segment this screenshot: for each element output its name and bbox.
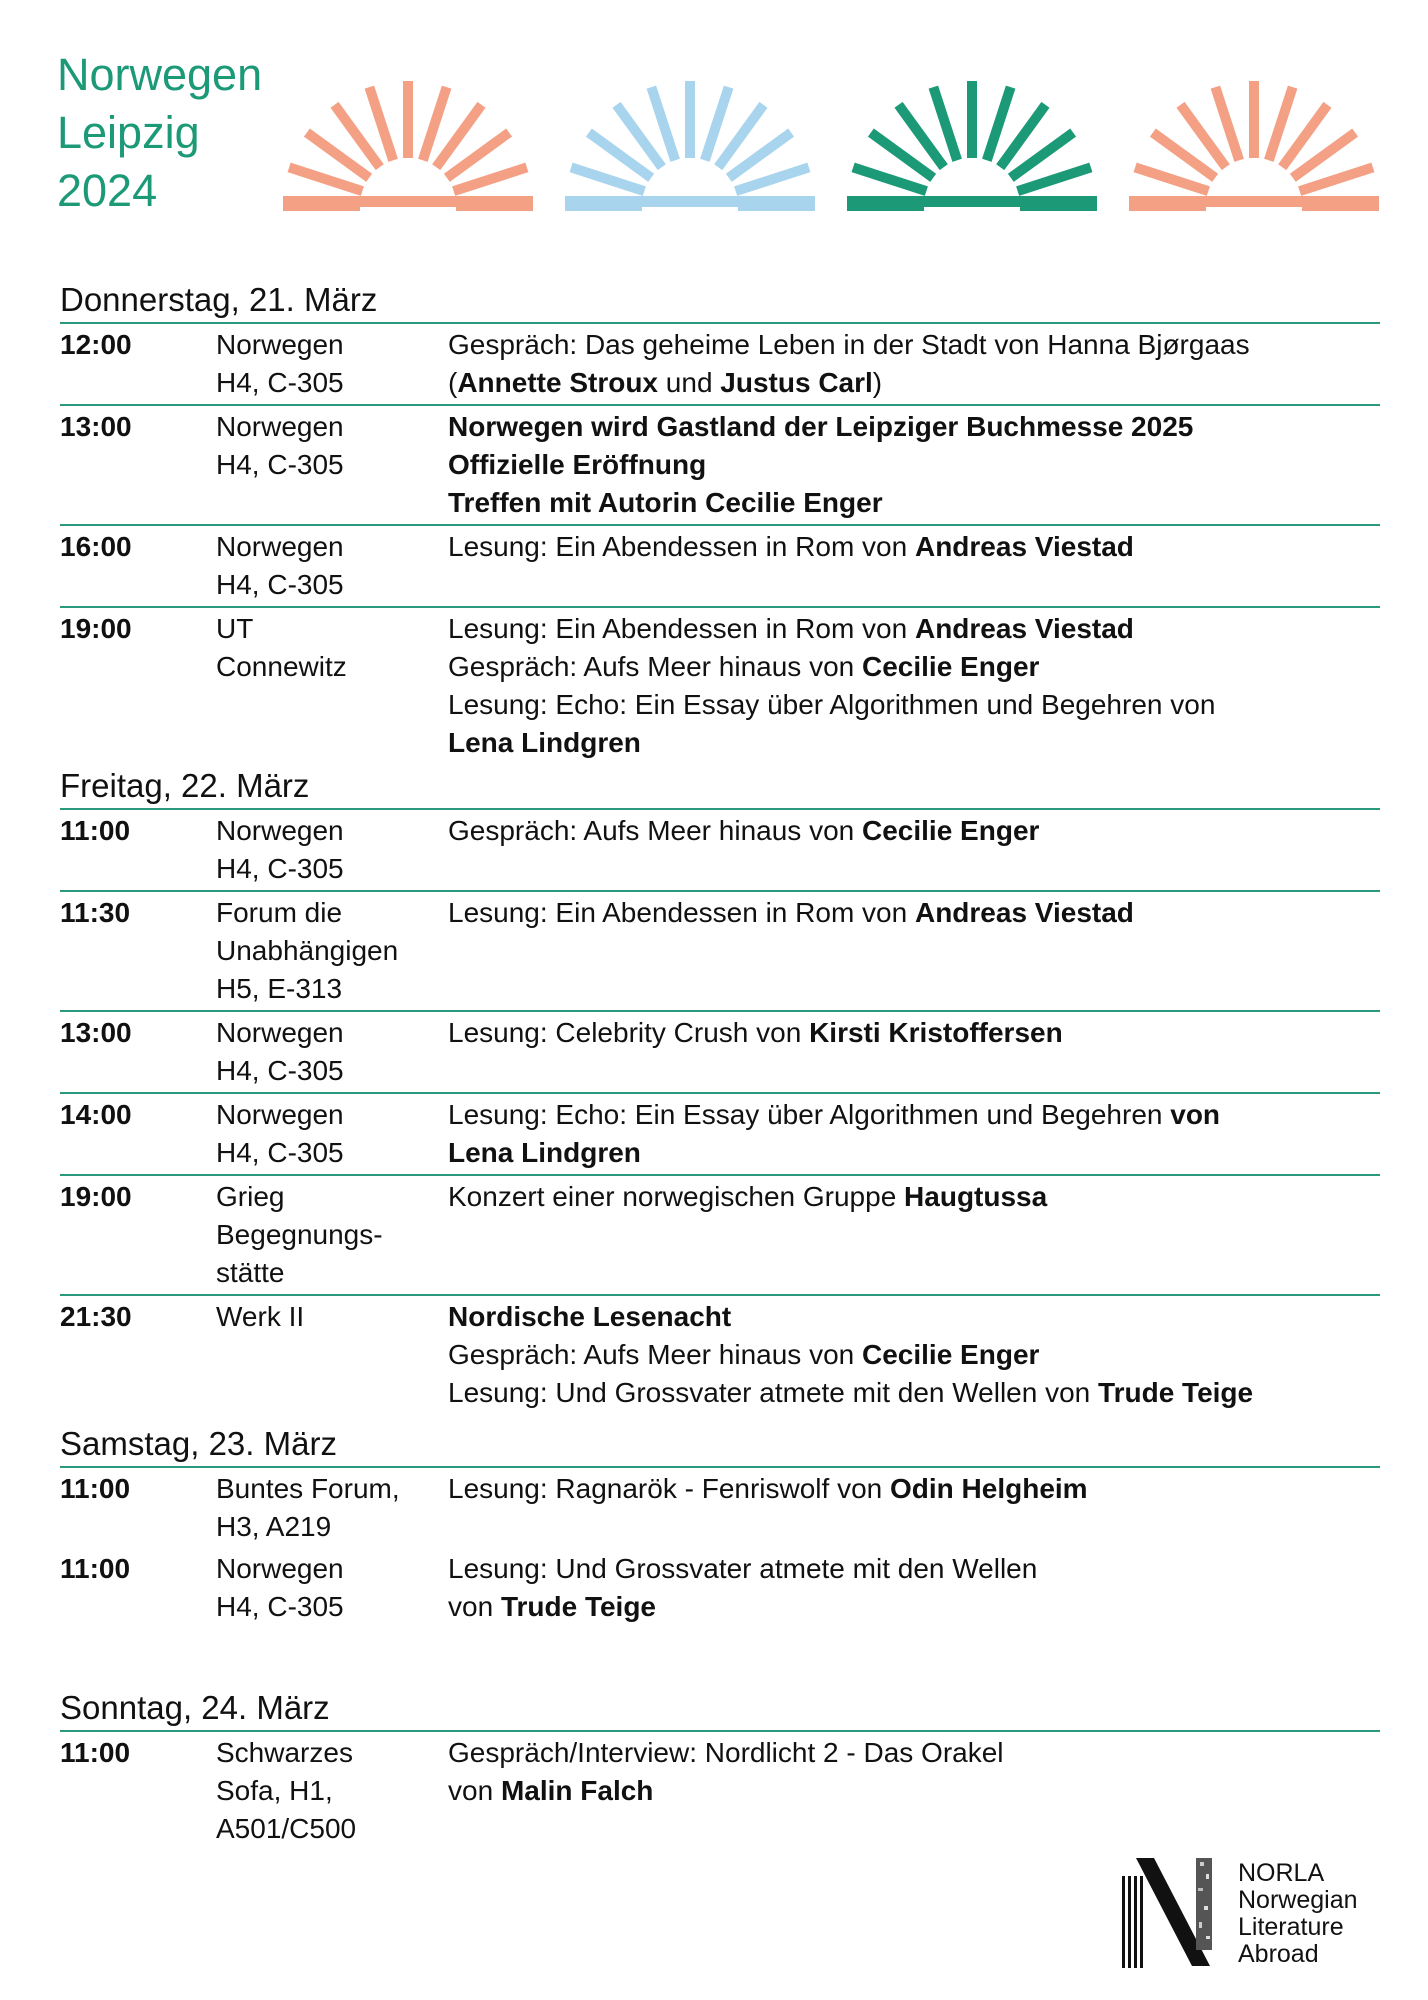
norla-line-4: Abroad	[1238, 1940, 1319, 1968]
venue-line: Grieg	[216, 1181, 285, 1212]
venue-line: H4, C-305	[216, 1137, 344, 1168]
event-row	[60, 810, 1380, 892]
venue-line: Schwarzes	[216, 1737, 353, 1768]
description-bold-text: Cecilie Enger	[862, 1339, 1040, 1370]
venue-line: A501/C500	[216, 1813, 357, 1844]
sunburst-icon-green	[847, 74, 1097, 214]
event-time: 11:30	[60, 897, 131, 928]
venue-line: Forum die	[216, 897, 343, 928]
brand-title	[57, 46, 262, 220]
description-line	[448, 1178, 1380, 1216]
venue-line: Norwegen	[216, 815, 344, 846]
description-text: von	[448, 1591, 501, 1622]
event-time: 19:00	[60, 1181, 132, 1212]
venue-line: Norwegen	[216, 411, 344, 442]
venue-line: Norwegen	[216, 1099, 344, 1130]
event-row	[60, 1094, 1380, 1176]
description-line	[448, 686, 1380, 724]
event-time: 13:00	[60, 1017, 132, 1048]
description-line	[448, 1550, 1380, 1588]
event-time: 14:00	[60, 1099, 132, 1130]
event-program	[60, 278, 1380, 1850]
event-venue	[216, 326, 448, 402]
event-description	[448, 1550, 1380, 1626]
sunburst-decoration	[283, 74, 1383, 214]
norla-logo-icon	[1122, 1858, 1234, 1970]
description-line	[448, 1588, 1380, 1626]
event-description	[448, 1096, 1380, 1172]
description-text: Gespräch: Das geheime Leben in der Stadt von Hanna Bjørgaas	[448, 329, 1250, 360]
event-row	[60, 1296, 1380, 1414]
venue-line: Norwegen	[216, 1553, 344, 1584]
description-text: von	[448, 1775, 501, 1806]
venue-line: H5, E-313	[216, 973, 343, 1004]
event-time: 11:00	[60, 1553, 131, 1584]
event-description	[448, 610, 1380, 762]
description-bold-text: Andreas Viestad	[914, 613, 1134, 644]
event-time: 16:00	[60, 531, 132, 562]
event-row	[60, 1176, 1380, 1296]
event-row	[60, 1012, 1380, 1094]
event-description	[448, 1298, 1380, 1412]
description-line	[448, 446, 1380, 484]
event-description	[448, 408, 1380, 522]
event-venue	[216, 1470, 448, 1546]
description-line	[448, 326, 1380, 364]
description-text: Lesung: Celebrity Crush von	[448, 1017, 810, 1048]
description-line	[448, 1470, 1380, 1508]
description-bold-text: Trude Teige	[500, 1591, 657, 1622]
event-time: 11:00	[60, 815, 131, 846]
norla-line-2: Norwegian	[1238, 1886, 1358, 1914]
description-bold-text: Offizielle Eröffnung	[448, 449, 707, 480]
event-description	[448, 528, 1380, 604]
description-line	[448, 1298, 1380, 1336]
venue-line: Werk II	[216, 1301, 305, 1332]
description-bold-text: Norwegen wird Gastland der Leipziger Buchmesse 2025	[448, 411, 1194, 442]
description-text: Lesung: Und Grossvater atmete mit den Wellen	[448, 1553, 1038, 1584]
event-time: 21:30	[60, 1301, 132, 1332]
description-line	[448, 1134, 1380, 1172]
brand-line-2: Leipzig	[57, 107, 200, 158]
event-row	[60, 526, 1380, 608]
brand-line-3: 2024	[57, 165, 158, 216]
venue-line: Begegnungs-	[216, 1219, 383, 1250]
description-bold-text: Lena Lindgren	[448, 1137, 641, 1168]
description-line	[448, 1734, 1380, 1772]
description-text: Konzert einer norwegischen Gruppe	[448, 1181, 905, 1212]
norla-line-3: Literature	[1238, 1913, 1344, 1941]
event-row	[60, 1468, 1380, 1548]
description-line	[448, 894, 1380, 932]
norla-wordmark	[1238, 1860, 1358, 1968]
description-line	[448, 610, 1380, 648]
day-heading: Samstag, 23. März	[60, 1422, 1380, 1468]
sunburst-icon-salmon	[283, 74, 533, 214]
description-text: )	[872, 367, 883, 398]
description-bold-text: Trude Teige	[1098, 1377, 1254, 1408]
brand-line-1: Norwegen	[57, 49, 263, 100]
description-line	[448, 1336, 1380, 1374]
description-bold-text: Cecilie Enger	[862, 651, 1040, 682]
description-text: und	[658, 367, 721, 398]
event-time: 19:00	[60, 613, 132, 644]
venue-line: H4, C-305	[216, 1591, 344, 1622]
event-venue	[216, 408, 448, 522]
event-description	[448, 326, 1380, 402]
venue-line: H4, C-305	[216, 367, 344, 398]
description-text: Gespräch: Aufs Meer hinaus von	[448, 1339, 862, 1370]
description-bold-text: Haugtussa	[904, 1181, 1048, 1212]
event-time: 11:00	[60, 1473, 131, 1504]
event-venue	[216, 528, 448, 604]
event-description	[448, 1014, 1380, 1090]
description-bold-text: von	[1170, 1099, 1221, 1130]
description-bold-text: Justus Carl	[720, 367, 873, 398]
event-row	[60, 892, 1380, 1012]
sunburst-icon-lightblue	[565, 74, 815, 214]
description-bold-text: Andreas Viestad	[914, 531, 1134, 562]
description-line	[448, 528, 1380, 566]
description-bold-text: Malin Falch	[500, 1775, 654, 1806]
event-venue	[216, 1014, 448, 1090]
description-text: Lesung: Ragnarök - Fenriswolf von	[448, 1473, 890, 1504]
description-bold-text: Nordische Lesenacht	[448, 1301, 732, 1332]
event-description	[448, 894, 1380, 1008]
event-row	[60, 406, 1380, 526]
sunburst-icon-salmon-2	[1129, 74, 1379, 214]
description-line	[448, 724, 1380, 762]
description-line	[448, 812, 1380, 850]
description-bold-text: Lena Lindgren	[448, 727, 641, 758]
event-venue	[216, 1550, 448, 1626]
description-text: Gespräch/Interview: Nordlicht 2 - Das Orakel	[448, 1737, 1004, 1768]
description-bold-text: Odin Helgheim	[890, 1473, 1088, 1504]
venue-line: Connewitz	[216, 651, 347, 682]
event-time: 12:00	[60, 329, 132, 360]
venue-line: H3, A219	[216, 1511, 332, 1542]
event-venue	[216, 1298, 448, 1412]
day-heading: Donnerstag, 21. März	[60, 278, 1380, 324]
description-text: (	[448, 367, 458, 398]
venue-line: H4, C-305	[216, 449, 344, 480]
description-bold-text: Kirsti Kristoffersen	[809, 1017, 1063, 1048]
event-description	[448, 1178, 1380, 1292]
description-text: Lesung: Echo: Ein Essay über Algorithmen und Begehren	[448, 1099, 1171, 1130]
event-row	[60, 324, 1380, 406]
description-line	[448, 1374, 1380, 1412]
description-line	[448, 408, 1380, 446]
day-heading: Freitag, 22. März	[60, 764, 1380, 810]
description-bold-text: Treffen mit Autorin Cecilie Enger	[448, 487, 883, 518]
description-text: Gespräch: Aufs Meer hinaus von	[448, 651, 862, 682]
description-text: Lesung: Und Grossvater atmete mit den Wellen von	[448, 1377, 1099, 1408]
event-description	[448, 1470, 1380, 1546]
description-text: Lesung: Ein Abendessen in Rom von	[448, 897, 915, 928]
event-row	[60, 1732, 1380, 1850]
event-venue	[216, 610, 448, 762]
description-text: Lesung: Ein Abendessen in Rom von	[448, 613, 915, 644]
event-description	[448, 812, 1380, 888]
event-time: 11:00	[60, 1737, 131, 1768]
venue-line: stätte	[216, 1257, 285, 1288]
venue-line: H4, C-305	[216, 853, 344, 884]
event-venue	[216, 1096, 448, 1172]
description-line	[448, 484, 1380, 522]
day-heading: Sonntag, 24. März	[60, 1686, 1380, 1732]
venue-line: H4, C-305	[216, 569, 344, 600]
description-text: Lesung: Echo: Ein Essay über Algorithmen und Begehren von	[448, 689, 1216, 720]
venue-line: Norwegen	[216, 531, 344, 562]
description-text: Lesung: Ein Abendessen in Rom von	[448, 531, 915, 562]
description-line	[448, 1014, 1380, 1052]
event-row	[60, 608, 1380, 764]
event-venue	[216, 812, 448, 888]
description-bold-text: Cecilie Enger	[862, 815, 1040, 846]
venue-line: Sofa, H1,	[216, 1775, 333, 1806]
event-row	[60, 1548, 1380, 1628]
description-line	[448, 1772, 1380, 1810]
norla-line-1: NORLA	[1238, 1859, 1325, 1887]
venue-line: H4, C-305	[216, 1055, 344, 1086]
venue-line: Norwegen	[216, 329, 344, 360]
venue-line: Unabhängigen	[216, 935, 399, 966]
venue-line: Buntes Forum,	[216, 1473, 400, 1504]
description-text: Gespräch: Aufs Meer hinaus von	[448, 815, 862, 846]
event-venue	[216, 1734, 448, 1848]
description-line	[448, 364, 1380, 402]
event-venue	[216, 894, 448, 1008]
event-venue	[216, 1178, 448, 1292]
description-bold-text: Andreas Viestad	[914, 897, 1134, 928]
description-line	[448, 1096, 1380, 1134]
event-time: 13:00	[60, 411, 132, 442]
event-description	[448, 1734, 1380, 1848]
description-line	[448, 648, 1380, 686]
venue-line: UT	[216, 613, 254, 644]
venue-line: Norwegen	[216, 1017, 344, 1048]
description-bold-text: Annette Stroux	[457, 367, 659, 398]
